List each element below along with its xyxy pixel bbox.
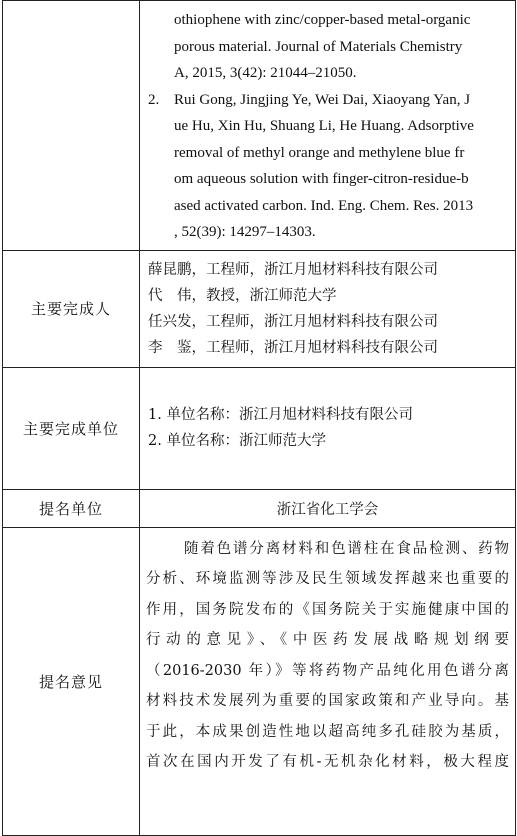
units-label: 主要完成单位	[3, 367, 140, 489]
nomination-form-table	[2, 0, 516, 836]
contributors-row	[3, 250, 516, 367]
reference-line	[140, 193, 505, 220]
reference-text: othiophene with zinc/copper-based metal-organic	[174, 12, 471, 28]
nominating-unit-value: 浙江省化工学会	[140, 489, 516, 527]
reference-line	[140, 60, 505, 87]
units-cell	[140, 367, 516, 489]
reference-line	[140, 166, 505, 193]
nominating-unit-label: 提名单位	[3, 489, 140, 527]
contributor-item: 李 鉴，工程师，浙江月旭材料科技有限公司	[148, 339, 438, 356]
reference-line	[140, 7, 505, 34]
references-row	[3, 1, 516, 251]
nominating-unit-row	[3, 489, 516, 527]
opinion-text	[140, 528, 515, 780]
opinion-line: 首次在国内开发了有机-无机杂化材料，极大程度	[146, 754, 509, 770]
reference-line	[140, 113, 505, 140]
opinion-line: 于此，本成果创造性地以超高纯多孔硅胶为基质，	[146, 723, 509, 740]
reference-text: porous material. Journal of Materials Chemistry	[174, 38, 463, 55]
unit-item: 1. 单位名称：浙江月旭材料科技有限公司	[148, 407, 413, 423]
reference-line	[140, 140, 505, 167]
reference-text: removal of methyl orange and methylene blue fr	[174, 144, 465, 161]
references-cell	[140, 1, 516, 251]
reference-line	[140, 219, 505, 246]
units-row	[3, 367, 516, 489]
reference-line	[140, 34, 505, 61]
opinion-line: （2016-2030 年）》等将药物产品纯化用色谱分离	[146, 662, 509, 679]
opinion-line: 材料技术发展列为重要的国家政策和产业导向。基	[146, 693, 509, 709]
reference-text: ased activated carbon. Ind. Eng. Chem. Res. 2013	[174, 197, 474, 214]
opinion-line: 分析、环境监测等涉及民生领域发挥越来也重要的	[146, 571, 509, 587]
opinion-cell	[140, 527, 516, 835]
reference-text: , 52(39): 14297–14303.	[174, 224, 316, 240]
reference-text: Rui Gong, Jingjing Ye, Wei Dai, Xiaoyang Yan, J	[174, 91, 471, 108]
reference-list	[140, 1, 515, 250]
contributor-list	[140, 251, 515, 367]
opinion-line: 随着色谱分离材料和色谱柱在食品检测、药物	[184, 540, 509, 557]
reference-text: ue Hu, Xin Hu, Shuang Li, He Huang. Adsorptive	[174, 118, 474, 134]
reference-text: om aqueous solution with finger-citron-residue-b	[174, 171, 469, 187]
opinion-label: 提名意见	[3, 527, 140, 835]
contributor-item: 任兴发，工程师，浙江月旭材料科技有限公司	[148, 313, 438, 330]
reference-number: 2.	[148, 91, 160, 108]
unit-item: 2. 单位名称：浙江师范大学	[148, 433, 326, 449]
opinion-line: 行动的意见》、《中医药发展战略规划纲要	[146, 632, 509, 648]
contributor-item: 薛昆鹏，工程师，浙江月旭材料科技有限公司	[148, 261, 438, 278]
contributor-item: 代 伟，教授，浙江师范大学	[148, 287, 337, 304]
reference-line	[140, 87, 505, 114]
reference-text: A, 2015, 3(42): 21044–21050.	[174, 65, 357, 81]
contributors-label: 主要完成人	[3, 250, 140, 367]
opinion-line: 作用，国务院发布的《国务院关于实施健康中国的	[146, 601, 509, 618]
opinion-row	[3, 527, 516, 835]
references-label-cell	[3, 1, 140, 251]
unit-list	[140, 396, 515, 460]
contributors-cell	[140, 250, 516, 367]
